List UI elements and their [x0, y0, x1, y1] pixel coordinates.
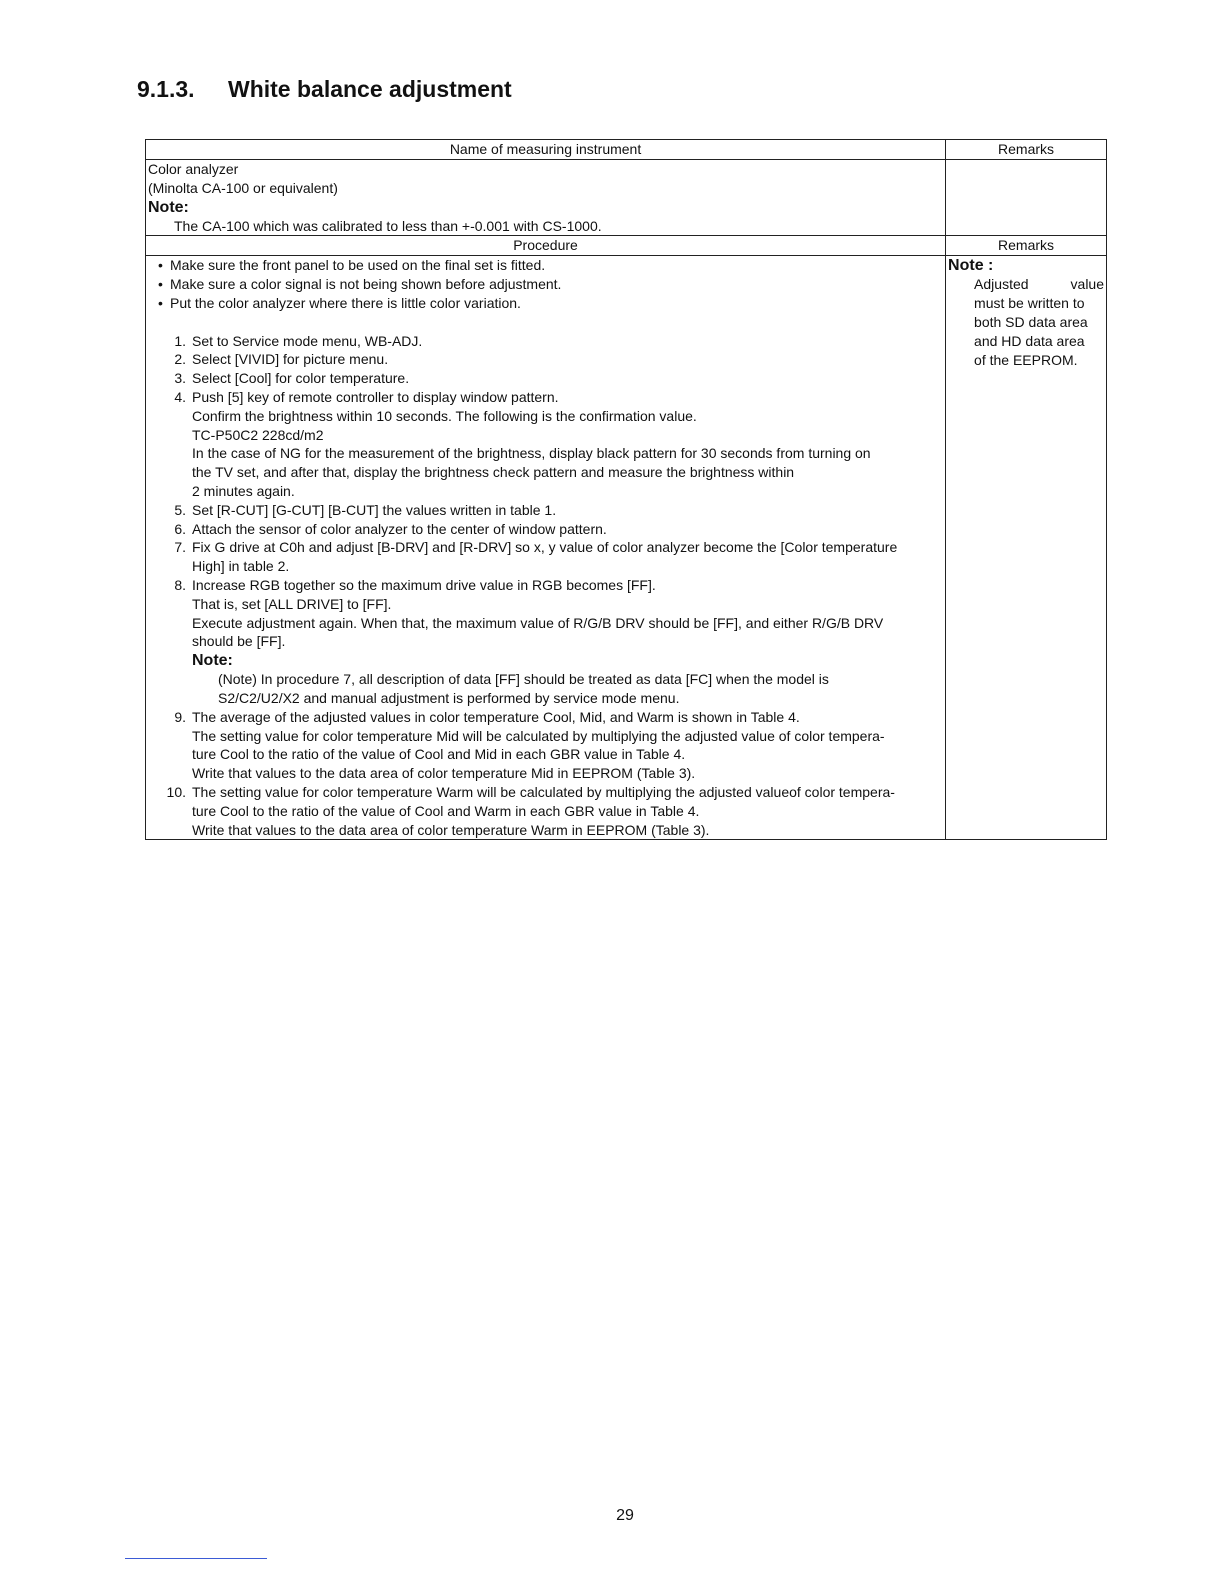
instrument-header: Name of measuring instrument — [146, 140, 946, 160]
bullet-item: • Make sure the front panel to be used on the final set is fitted. — [158, 257, 546, 274]
instrument-note-label: Note: — [148, 198, 189, 216]
procedure-header: Procedure — [146, 236, 946, 256]
remarks-line — [946, 275, 1106, 294]
page-number: 29 — [616, 1507, 634, 1524]
remarks-word: value — [1070, 276, 1104, 293]
footer-rule — [125, 1558, 267, 1559]
instrument-remarks-cell — [946, 160, 1107, 236]
step-8-line: That is, set [ALL DRIVE] to [FF]. — [192, 595, 392, 612]
step-10-line: ture Cool to the ratio of the value of Cool and Warm in each GBR value in Table 4. — [192, 802, 700, 819]
procedure-cell — [146, 256, 946, 840]
step-8-note-line: S2/C2/U2/X2 and manual adjustment is performed by service mode menu. — [218, 689, 680, 706]
step-7: 7. Fix G drive at C0h and adjust [B-DRV] and [R-DRV] so x, y value of color analyzer become the [Color temperature — [174, 539, 898, 556]
step-4: 4. Push [5] key of remote controller to display window pattern. — [174, 388, 559, 405]
section-heading — [137, 76, 512, 103]
step-7-line: High] in table 2. — [192, 558, 290, 575]
step-8-note-line: (Note) In procedure 7, all description of data [FF] should be treated as data [FC] when the model is — [218, 671, 829, 688]
step-8-note-label: Note: — [192, 652, 233, 670]
section-title: White balance adjustment — [228, 76, 512, 102]
instrument-cell — [146, 160, 946, 236]
bullet-item: • Make sure a color signal is not being shown before adjustment. — [158, 276, 562, 293]
remarks-word: Adjusted — [974, 276, 1029, 293]
instrument-remarks-header: Remarks — [946, 140, 1107, 160]
step-4-line: TC-P50C2 228cd/m2 — [192, 426, 324, 443]
step-6: 6. Attach the sensor of color analyzer to the center of window pattern. — [174, 520, 607, 537]
step-10-line: Write that values to the data area of color temperature Warm in EEPROM (Table 3). — [192, 821, 710, 838]
step-4-line: In the case of NG for the measurement of the brightness, display black pattern for 30 seconds from turning on — [192, 445, 871, 462]
remarks-line: of the EEPROM. — [974, 351, 1078, 368]
step-8: 8. Increase RGB together so the maximum drive value in RGB becomes [FF]. — [174, 576, 656, 593]
step-9-line: Write that values to the data area of color temperature Mid in EEPROM (Table 3). — [192, 765, 696, 782]
remarks-line: must be written to — [974, 295, 1085, 312]
step-4-line: the TV set, and after that, display the brightness check pattern and measure the brightness within — [192, 464, 795, 481]
procedure-remarks-header: Remarks — [946, 236, 1107, 256]
remarks-line: and HD data area — [974, 332, 1085, 349]
bullet-item: • Put the color analyzer where there is little color variation. — [158, 294, 521, 311]
step-2: 2. Select [VIVID] for picture menu. — [174, 351, 389, 368]
step-4-line: Confirm the brightness within 10 seconds. The following is the confirmation value. — [192, 407, 697, 424]
step-3: 3. Select [Cool] for color temperature. — [174, 370, 410, 387]
step-5: 5. Set [R-CUT] [G-CUT] [B-CUT] the values written in table 1. — [174, 501, 557, 518]
instrument-model-line: (Minolta CA-100 or equivalent) — [148, 179, 338, 196]
remarks-line: both SD data area — [974, 313, 1088, 330]
step-1: 1. Set to Service mode menu, WB-ADJ. — [174, 332, 423, 349]
step-9-line: ture Cool to the ratio of the value of Cool and Mid in each GBR value in Table 4. — [192, 746, 686, 763]
instrument-name-line: Color analyzer — [148, 161, 239, 177]
adjustment-table — [145, 139, 1107, 840]
instrument-note-text: The CA-100 which was calibrated to less than +-0.001 with CS-1000. — [174, 217, 602, 234]
step-4-line: 2 minutes again. — [192, 482, 295, 499]
remarks-note-label: Note : — [948, 257, 994, 275]
step-8-line: Execute adjustment again. When that, the maximum value of R/G/B DRV should be [FF], and either R/G/B DRV — [192, 614, 884, 631]
procedure-remarks-cell — [946, 256, 1107, 840]
step-9: 9. The average of the adjusted values in color temperature Cool, Mid, and Warm is shown in Table 4. — [174, 708, 800, 725]
section-number: 9.1.3. — [137, 76, 195, 102]
step-10: 10. The setting value for color temperature Warm will be calculated by multiplying the adjusted valueof color tempera- — [166, 783, 895, 800]
step-8-line: should be [FF]. — [192, 633, 286, 650]
step-9-line: The setting value for color temperature Mid will be calculated by multiplying the adjusted value of color tempera- — [192, 727, 885, 744]
